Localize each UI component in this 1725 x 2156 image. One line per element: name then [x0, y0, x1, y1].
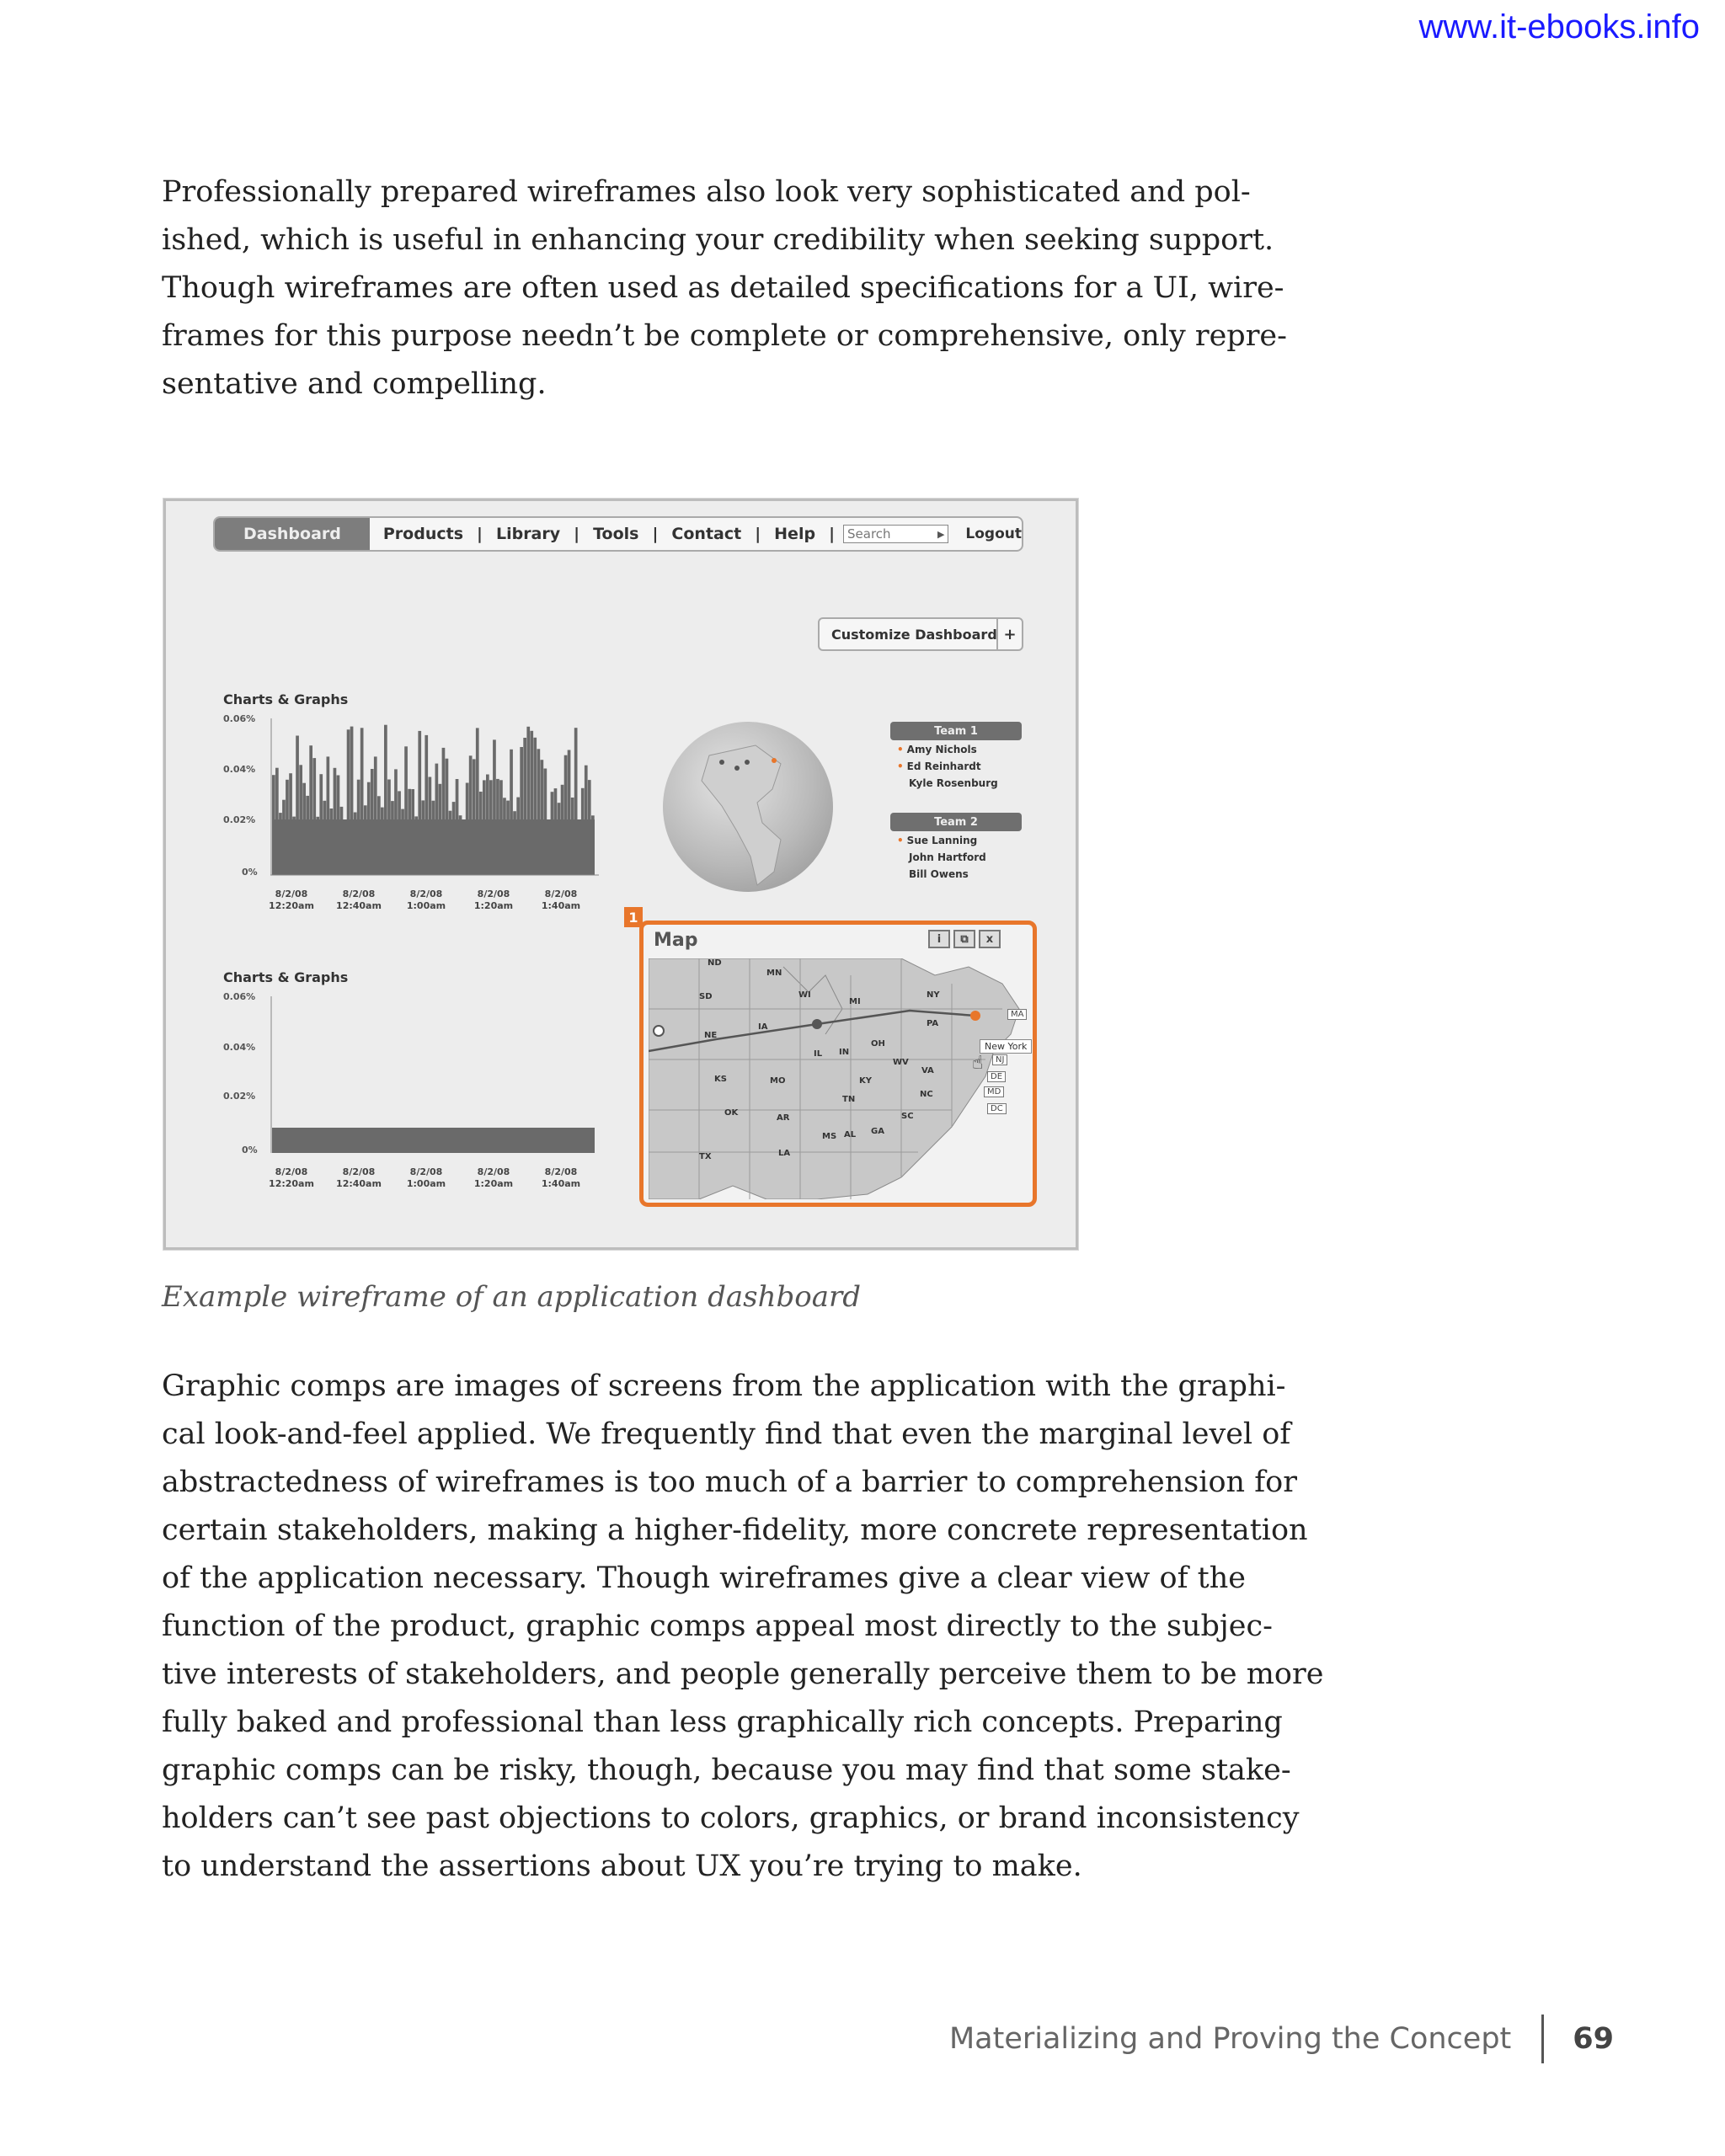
figure-caption: Example wireframe of an application dashboard: [162, 1280, 862, 1314]
state-label: AL: [844, 1130, 857, 1139]
chart2-title: Charts & Graphs: [223, 969, 349, 985]
state-label: TN: [842, 1095, 856, 1104]
chart1-ytick: 0.02%: [223, 814, 256, 825]
page-number: 69: [1573, 2022, 1614, 2056]
state-label: MO: [770, 1076, 786, 1086]
state-label: KS: [714, 1075, 727, 1084]
member-marker-icon: •: [897, 744, 904, 755]
state-label: MI: [849, 997, 861, 1006]
state-label: WV: [893, 1058, 909, 1067]
text-line: certain stakeholders, making a higher-fidelity, more concrete representation: [162, 1513, 1308, 1547]
close-icon: x: [979, 930, 1001, 948]
text-line: tive interests of stakeholders, and people generally perceive them to be more: [162, 1657, 1324, 1691]
text-line: sentative and compelling.: [162, 367, 547, 401]
nav-divider: |: [477, 525, 483, 543]
chart2-xtick: 8/2/08 1:20am: [473, 1166, 514, 1189]
chart2-ytick: 0.06%: [223, 991, 256, 1002]
chart1-ytick: 0.04%: [223, 764, 256, 775]
chart1-title: Charts & Graphs: [223, 691, 349, 707]
text-line: frames for this purpose needn’t be complete or comprehensive, only repre-: [162, 319, 1287, 353]
image-icon: ⧉: [953, 930, 975, 948]
state-label: SC: [901, 1112, 914, 1121]
text-line: graphic comps can be risky, though, because you may find that some stake-: [162, 1753, 1291, 1787]
state-label: GA: [871, 1127, 884, 1136]
nav-divider: |: [652, 525, 659, 543]
watermark-link[interactable]: www.it-ebooks.info: [1418, 8, 1700, 45]
map-panel: [639, 921, 1037, 1207]
chart1-bars: [270, 718, 599, 878]
state-label: OK: [724, 1108, 739, 1118]
state-label: KY: [859, 1076, 872, 1086]
nav-dashboard: Dashboard: [215, 518, 370, 550]
state-label: MS: [822, 1132, 837, 1141]
state-tag: MA: [1007, 1009, 1027, 1020]
state-label: LA: [778, 1149, 791, 1158]
member-marker-icon: •: [897, 760, 904, 772]
chart2-ytick: 0%: [242, 1145, 258, 1155]
customize-dashboard-button: [818, 617, 1023, 651]
state-label: PA: [927, 1019, 939, 1028]
state-label: IA: [758, 1022, 768, 1032]
search-arrow-icon: ▶: [937, 528, 945, 540]
team-member: John Hartford: [909, 851, 986, 863]
state-label: OH: [871, 1039, 885, 1049]
chart1-xtick: 8/2/08 12:20am: [269, 889, 314, 911]
chart2-ytick: 0.02%: [223, 1091, 256, 1102]
nav-contact: Contact: [671, 525, 742, 543]
team-header: Team 2: [890, 813, 1022, 831]
logout-link: Logout: [965, 526, 1022, 542]
footer-divider: [1541, 2015, 1544, 2063]
text-line: function of the product, graphic comps appeal most directly to the subjec-: [162, 1609, 1273, 1643]
chart2-xtick: 8/2/08 12:20am: [269, 1166, 314, 1189]
text-line: Though wireframes are often used as detailed specifications for a UI, wire-: [162, 271, 1284, 305]
map-callout: New York: [980, 1039, 1032, 1054]
state-label: NY: [927, 990, 940, 1000]
state-tag: NJ: [992, 1054, 1007, 1065]
dashboard-wireframe-figure: [163, 499, 1078, 1250]
state-label: NE: [704, 1031, 718, 1040]
nav-divider: |: [755, 525, 761, 543]
chart2-baseline-bar: [272, 1128, 595, 1153]
state-label: VA: [921, 1066, 934, 1075]
team-member: • Ed Reinhardt: [897, 760, 981, 772]
hand-cursor-icon: ☝: [972, 1053, 984, 1074]
search-placeholder: Search: [847, 526, 891, 542]
chart1-ytick: 0%: [242, 867, 258, 878]
customize-label: Customize Dashboard: [831, 626, 997, 643]
body-paragraph: [162, 1363, 1324, 1891]
text-line: ished, which is useful in enhancing your credibility when seeking support.: [162, 223, 1274, 257]
text-line: holders can’t see past objections to colors, graphics, or brand inconsistency: [162, 1801, 1300, 1835]
text-line: Professionally prepared wireframes also look very sophisticated and pol-: [162, 175, 1251, 209]
chart1-xtick: 8/2/08 12:40am: [336, 889, 382, 911]
text-line: to understand the assertions about UX you’re trying to make.: [162, 1849, 1082, 1883]
intro-paragraph: [162, 168, 1287, 408]
chart2-xtick: 8/2/08 1:40am: [541, 1166, 581, 1189]
state-tag: DE: [987, 1071, 1006, 1082]
state-tag: MD: [984, 1086, 1004, 1097]
text-line: of the application necessary. Though wireframes give a clear view of the: [162, 1561, 1246, 1595]
globe-image: [663, 722, 833, 892]
team-member: Kyle Rosenburg: [909, 777, 998, 789]
plus-icon: +: [996, 619, 1022, 649]
state-label: IL: [814, 1049, 823, 1059]
state-label: WI: [798, 990, 811, 1000]
team-member: Bill Owens: [909, 868, 969, 880]
state-label: SD: [699, 992, 713, 1001]
us-map: [649, 958, 1028, 1199]
chart2-ytick: 0.04%: [223, 1042, 256, 1053]
team-header: Team 1: [890, 722, 1022, 740]
state-label: AR: [777, 1113, 790, 1123]
chart1-ytick: 0.06%: [223, 713, 256, 724]
americas-shape: [663, 722, 833, 892]
info-icon: i: [928, 930, 950, 948]
search-input: [843, 525, 948, 543]
nav-bar: [213, 516, 1023, 552]
chart2-xtick: 8/2/08 1:00am: [406, 1166, 446, 1189]
chart1-xtick: 8/2/08 1:40am: [541, 889, 581, 911]
chapter-title: Materializing and Proving the Concept: [948, 2022, 1512, 2056]
nav-tools: Tools: [593, 525, 639, 543]
state-label: IN: [839, 1048, 850, 1057]
text-line: fully baked and professional than less graphically rich concepts. Preparing: [162, 1705, 1283, 1739]
state-label: TX: [699, 1152, 712, 1161]
nav-divider: |: [829, 525, 836, 543]
chart2-xtick: 8/2/08 12:40am: [336, 1166, 382, 1189]
state-tag: DC: [987, 1103, 1007, 1114]
chart1-xtick: 8/2/08 1:20am: [473, 889, 514, 911]
text-line: abstractedness of wireframes is too much of a barrier to comprehension for: [162, 1465, 1297, 1499]
team-member: • Amy Nichols: [897, 744, 977, 755]
team-member: • Sue Lanning: [897, 835, 978, 846]
nav-library: Library: [495, 525, 561, 543]
map-badge: 1: [624, 907, 643, 927]
state-label: MN: [766, 969, 782, 978]
state-label: ND: [708, 958, 722, 968]
nav-products: Products: [382, 525, 464, 543]
nav-help: Help: [774, 525, 816, 543]
member-marker-icon: •: [897, 835, 904, 846]
map-title: Map: [654, 930, 698, 951]
chart1-xtick: 8/2/08 1:00am: [406, 889, 446, 911]
chart2-bars: [270, 996, 599, 1156]
chart1-bar-base: [272, 819, 595, 875]
state-label: NC: [920, 1090, 933, 1099]
nav-divider: |: [574, 525, 580, 543]
text-line: cal look-and-feel applied. We frequently find that even the marginal level of: [162, 1417, 1291, 1451]
text-line: Graphic comps are images of screens from the application with the graphi-: [162, 1369, 1286, 1403]
page-footer: [949, 2015, 1614, 2063]
